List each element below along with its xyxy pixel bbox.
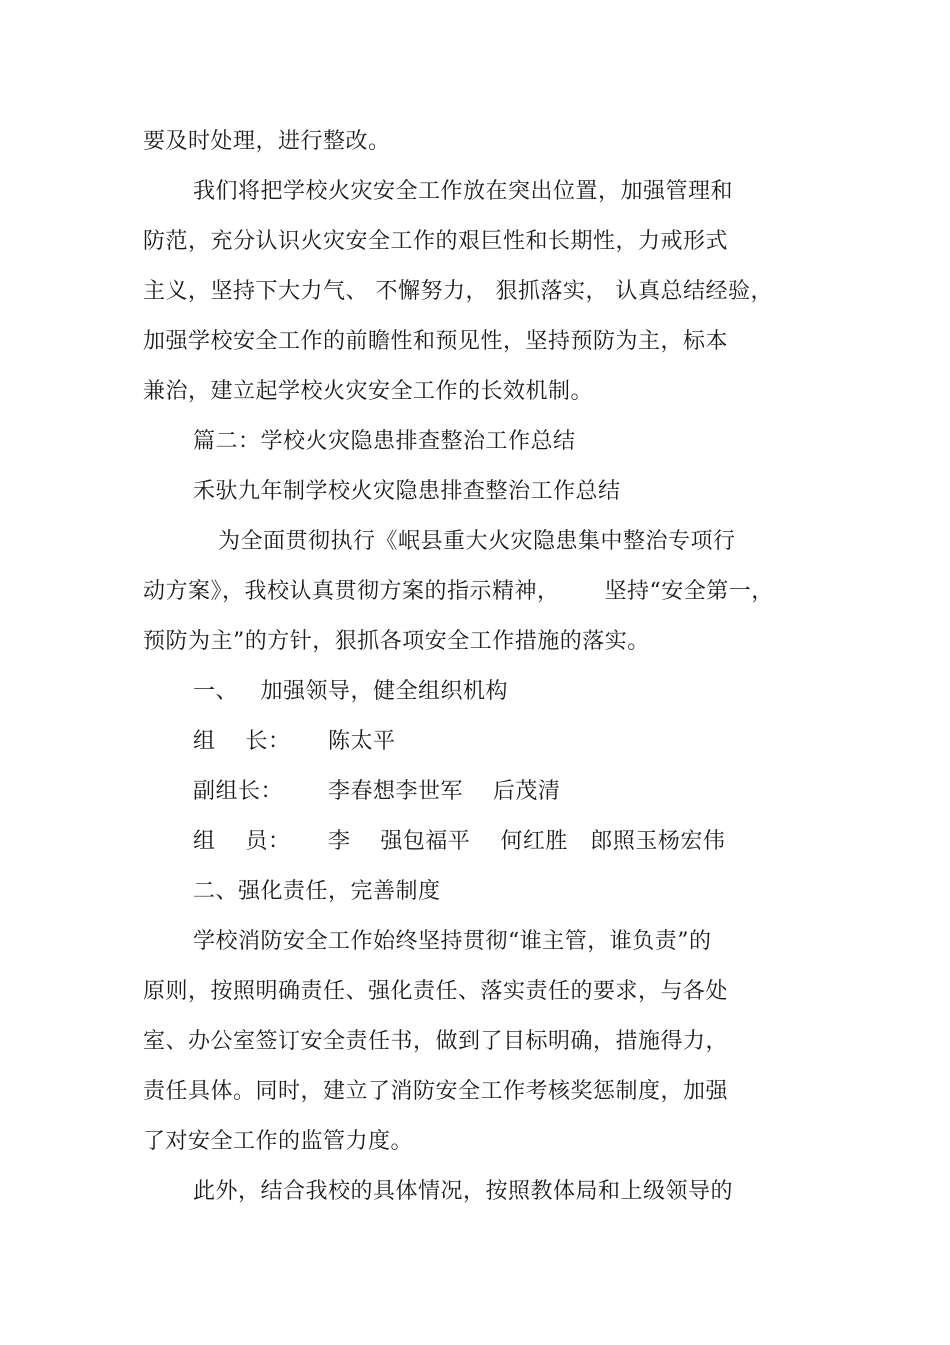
paragraph-start: 此外，结合我校的具体情况，按照教体局和上级领导的 — [193, 1179, 734, 1204]
section-heading: 一、 加强领导，健全组织机构 — [193, 679, 508, 704]
document-title: 禾驮九年制学校火灾隐患排查整治工作总结 — [193, 479, 621, 504]
text-line: 室、办公室签订安全责任书，做到了目标明确，措施得力， — [143, 1029, 729, 1054]
text-line: 了对安全工作的监管力度。 — [143, 1129, 414, 1154]
section-heading: 篇二：学校火灾隐患排查整治工作总结 — [193, 429, 576, 454]
text-line: 加强学校安全工作的前瞻性和预见性，坚持预防为主，标本 — [143, 329, 729, 354]
member-list-line: 组 长： 陈太平 — [193, 729, 396, 754]
paragraph-start: 为全面贯彻执行《岷县重大火灾隐患集中整治专项行 — [218, 529, 736, 554]
text-line: 原则，按照明确责任、强化责任、落实责任的要求，与各处 — [143, 979, 729, 1004]
text-line: 责任具体。同时，建立了消防安全工作考核奖惩制度，加强 — [143, 1079, 729, 1104]
text-line: 主义，坚持下大力气、 不懈努力， 狠抓落实， 认真总结经验， — [143, 279, 773, 304]
paragraph-start: 我们将把学校火灾安全工作放在突出位置，加强管理和 — [193, 179, 734, 204]
text-line: 要及时处理，进行整改。 — [143, 129, 391, 154]
section-heading: 二、强化责任，完善制度 — [193, 879, 441, 904]
text-line: 兼治，建立起学校火灾安全工作的长效机制。 — [143, 379, 594, 404]
text-line: 防范，充分认识火灾安全工作的艰巨性和长期性，力戒形式 — [143, 229, 729, 254]
member-list-line: 组 员： 李 强包福平 何红胜 郎照玉杨宏伟 — [193, 829, 726, 854]
text-line: 预防为主”的方针，狠抓各项安全工作措施的落实。 — [143, 629, 650, 654]
text-line: 动方案》，我校认真贯彻方案的指示精神， 坚持“安全第一， — [143, 579, 774, 604]
paragraph-start: 学校消防安全工作始终坚持贯彻“谁主管，谁负责”的 — [193, 929, 712, 954]
member-list-line: 副组长： 李春想李世军 后茂清 — [193, 779, 561, 804]
